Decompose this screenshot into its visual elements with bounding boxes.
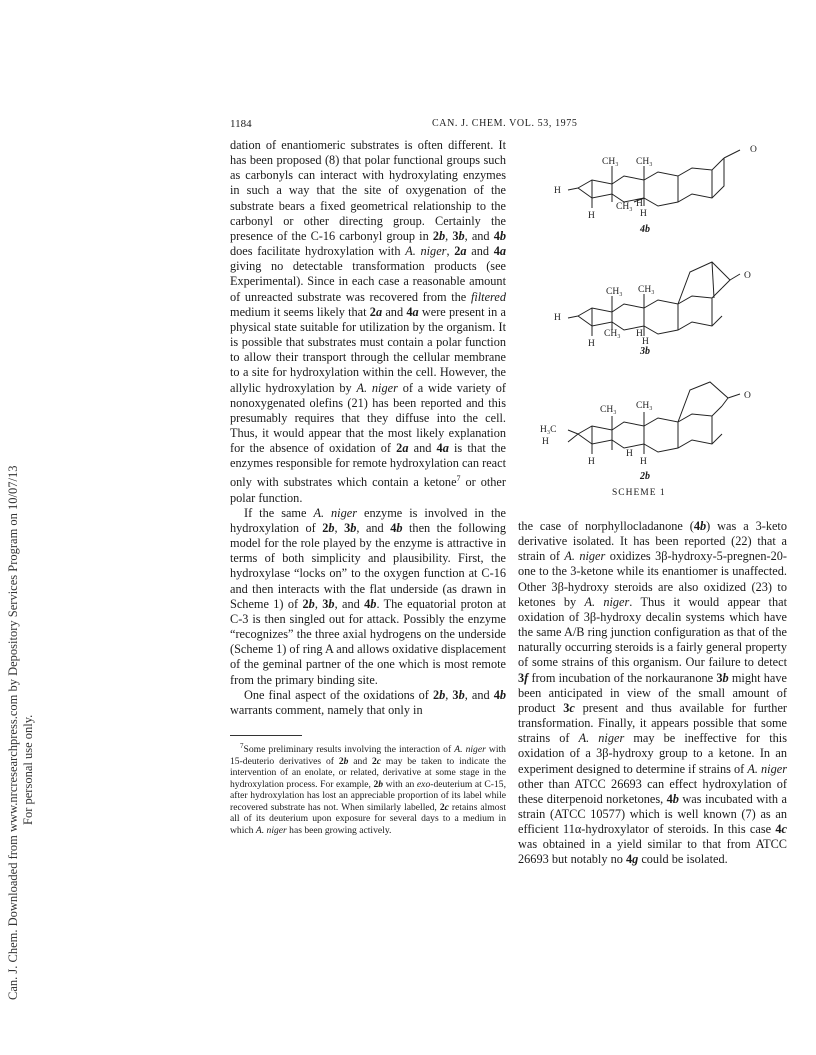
left-column (230, 138, 506, 718)
paragraph-3: One final aspect of the oxidations of 2b, 3b, and 4b warrants comment, namely that only in (230, 687, 506, 717)
compound-label-2b: 2b (640, 471, 650, 482)
compound-label-4b: 4b (640, 224, 650, 235)
svg-text:H₃C: H₃C (540, 425, 557, 435)
structure-4b (568, 150, 740, 208)
svg-text:H: H (554, 186, 561, 196)
scheme-caption: SCHEME 1 (612, 488, 666, 498)
paragraph-1: dation of enantiomeric substrates is often different. It has been proposed (8) that polar functional groups such as carbonyls can interact with hydroxylating enzymes in such a way that the site of oxygenation of the substrate bears a fixed geometrical relationship to the carbonyl or other directing group. Certainly the presence of the C-16 carbonyl group in 2b, 3b, and 4b does facilitate hydroxylation with A. niger, 2a and 4a giving no detectable transformation products (see Experimental). Since in each case a reasonable amount of unreacted substrate was recovered from the filtered medium it seems likely that 2a and 4a were present in a physical state suitable for utilization by the organism. It is possible that substrates must contain a polar function to allow their transport through the cellular membrane to a site for hydroxylation within the cell. However, the allylic hydroxylation by A. niger of a wide variety of nonoxygenated olefins (21) has been reported and this presumably requires that they diffuse into the cell. Thus, it would appear that the most likely explanation for the absence of oxidation of 2a and 4a is that the enzymes responsible for remote hydroxylation can react only with substrates which contain a ketone$^7$ or other polar function. (230, 138, 507, 505)
svg-text:H: H (588, 339, 595, 349)
scheme-structures (540, 140, 790, 500)
svg-text:H: H (626, 449, 633, 459)
svg-text:CH₃: CH₃ (600, 405, 617, 415)
page-number: 1184 (230, 118, 252, 130)
download-watermark (6, 200, 36, 1000)
compound-label-3b: 3b (640, 346, 650, 357)
right-column (518, 519, 787, 868)
svg-text:O: O (750, 145, 757, 155)
scheme-1 (540, 140, 790, 500)
svg-text:H: H (588, 211, 595, 221)
svg-text:H: H (636, 199, 643, 209)
svg-text:H: H (640, 209, 647, 219)
footnote-7: $^7$Some preliminary results involving the interaction of A. niger with 15-deuterio derivatives of 2b and 2c may be taken to indicate the intervention of an enolate, or related, derivative at some stage in the hydroxylation process. For example, 2b with an exo-deuterium at C-15, after hydroxylation has lost an appreciable proportion of its label while recovered substrate has not. When similarly labelled, 2c retains almost all of its deuterium upon exposure for several days to a medium in which A. niger has been growing actively. (230, 742, 507, 837)
watermark-line1: Can. J. Chem. Downloaded from www.nrcresearchpress.com by Depository Services Program on 10/07/13 (6, 465, 20, 1000)
svg-text:H: H (542, 437, 549, 447)
footnote-rule (230, 735, 302, 736)
svg-text:H: H (554, 313, 561, 323)
paragraph-4: the case of norphyllocladanone (4b) was a 3-keto derivative isolated. It has been reported (22) that a strain of A. niger oxidizes 3β-hydroxy-5-pregnen-20-one to the 3-ketone while its enantiomer is unaffected. Other 3β-hydroxy steroids are also oxidized (23) to ketones by A. niger. Thus it would appear that oxidation of 3β-hydroxy decalin systems which have the same A/B ring junction configuration as that of the naturally occurring steroids is a fairly general property of some strains of this organism. Our failure to detect 3f from incubation of the norkauranone 3b might have been anticipated in view of the small amount of product 3c present and thus available for further transformation. Finally, it appears possible that some strains of A. niger may be ineffective for this oxidation of a 3β-hydroxy group to a ketone. In an experiment designed to determine if strains of A. niger other than ATCC 26693 can effect hydroxylation of these diterpenoid norketones, 4b was incubated with a strain (ATCC 10577) which is well known (7) as an efficient 11α-hydroxylator of steroids. In this case 4c was obtained in a yield similar to that from ATCC 26693 but notably no 4g could be isolated. (518, 519, 788, 867)
watermark-line2: For personal use only. (21, 714, 35, 825)
svg-text:H: H (636, 329, 643, 339)
structure-3b (568, 262, 740, 336)
svg-text:H: H (640, 457, 647, 467)
svg-text:CH₃: CH₃ (602, 157, 619, 167)
svg-text:O: O (744, 271, 751, 281)
svg-text:H: H (588, 457, 595, 467)
svg-text:CH₃: CH₃ (606, 287, 623, 297)
paragraph-2: If the same A. niger enzyme is involved in the hydroxylation of 2b, 3b, and 4b then the following model for the role played by the enzyme is attractive in terms of both simplicity and plausibility. First, the hydroxylase “locks on” to the oxygen function at C-16 and then interacts with the flat underside (as drawn in Scheme 1) of 2b, 3b, and 4b. The equatorial proton at C-3 is then singled out for attack. Possibly the enzyme “recognizes” the three axial hydrogens on the underside (Scheme 1) of ring A and allows oxidative displacement of the geminal partner of the one which is most remote from the primary binding site. (230, 505, 507, 687)
svg-text:CH₃: CH₃ (604, 329, 621, 339)
svg-text:CH₃: CH₃ (636, 157, 653, 167)
structure-2b (568, 382, 740, 454)
svg-text:H: H (642, 337, 649, 347)
running-head: CAN. J. CHEM. VOL. 53, 1975 (432, 118, 578, 129)
svg-text:CH₃: CH₃ (636, 401, 653, 411)
svg-text:O: O (744, 391, 751, 401)
svg-text:CH₃: CH₃ (638, 285, 655, 295)
svg-text:CH₃: CH₃ (616, 202, 633, 212)
